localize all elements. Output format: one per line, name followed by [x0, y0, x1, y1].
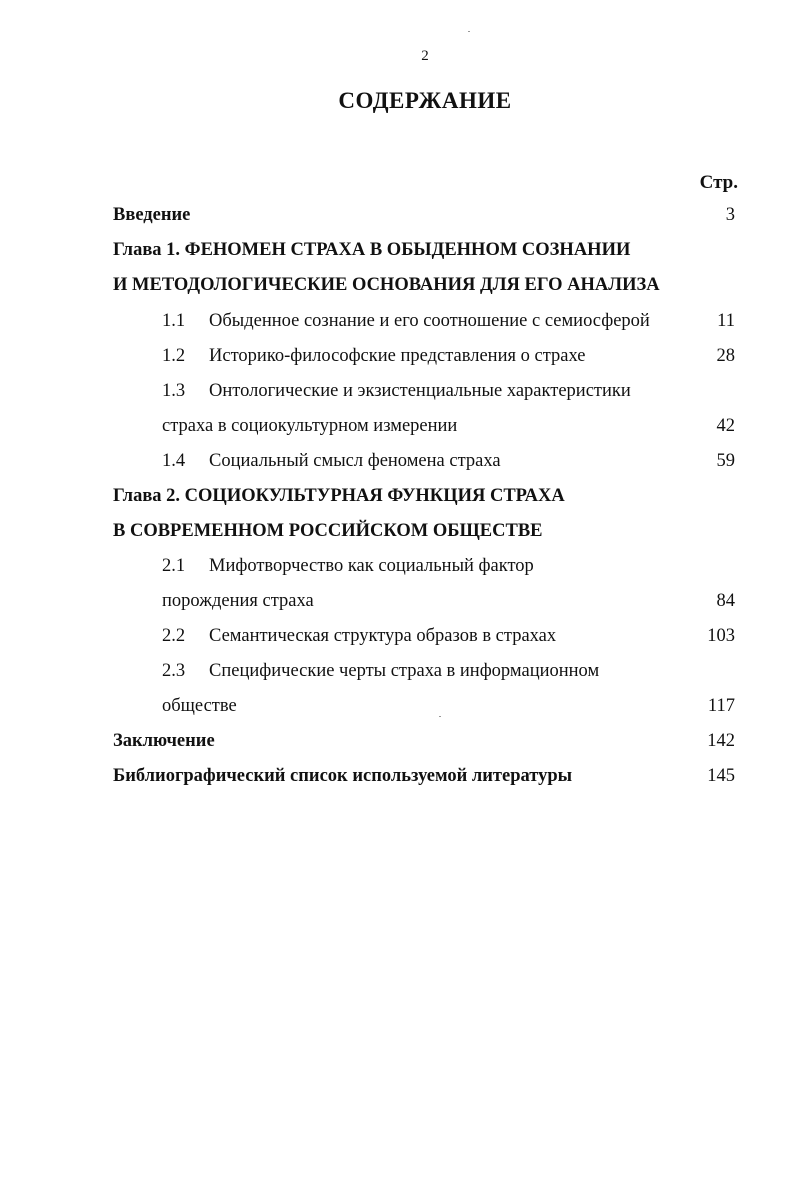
toc-section-1-4-page: 59: [716, 451, 735, 471]
toc-section-2-1-cont[interactable]: порождения страха: [162, 591, 314, 611]
page-column-label: Стр.: [699, 172, 738, 193]
toc-section-1-3-page: 42: [716, 416, 735, 436]
toc-section-2-1[interactable]: Мифотворчество как социальный фактор: [209, 556, 534, 576]
toc-section-1-3[interactable]: Онтологические и экзистенциальные характеристики: [209, 381, 631, 401]
toc-section-number: 2.3: [162, 661, 186, 681]
toc-section-2-1-page: 84: [716, 591, 735, 611]
toc-section-1-1-page: 11: [717, 311, 735, 331]
toc-section-2-3-cont[interactable]: обществе: [162, 696, 237, 716]
toc-section-1-2[interactable]: Историко-философские представления о страхе: [209, 346, 586, 366]
toc-section-1-2-page: 28: [716, 346, 735, 366]
toc-section-2-2[interactable]: Семантическая структура образов в страхах: [209, 626, 557, 646]
toc-section-1-1[interactable]: Обыденное сознание и его соотношение с семиосферой: [209, 311, 650, 331]
toc-section-number: 2.1: [162, 556, 186, 576]
toc-bibliography-page: 145: [707, 766, 735, 786]
toc-section-number: 1.2: [162, 346, 186, 366]
toc-section-number: 1.4: [162, 451, 186, 471]
page-title: СОДЕРЖАНИЕ: [338, 88, 512, 113]
toc-intro[interactable]: Введение: [113, 205, 191, 225]
scan-speck: [439, 716, 441, 717]
toc-conclusion-page: 142: [707, 731, 735, 751]
toc-section-2-2-page: 103: [707, 626, 735, 646]
page-number: 2: [421, 48, 429, 64]
toc-section-2-3[interactable]: Специфические черты страха в информационном: [209, 661, 600, 681]
toc-section-number: 1.3: [162, 381, 186, 401]
toc-section-number: 2.2: [162, 626, 186, 646]
toc-intro-page: 3: [725, 205, 735, 225]
toc-section-1-4[interactable]: Социальный смысл феномена страха: [209, 451, 501, 471]
toc-chapter2-line1[interactable]: Глава 2. СОЦИОКУЛЬТУРНАЯ ФУНКЦИЯ СТРАХА: [113, 486, 565, 506]
toc-bibliography[interactable]: Библиографический список используемой литературы: [113, 766, 573, 786]
toc-conclusion[interactable]: Заключение: [113, 731, 215, 751]
toc-chapter1-line1[interactable]: Глава 1. ФЕНОМЕН СТРАХА В ОБЫДЕННОМ СОЗНАНИИ: [113, 240, 631, 260]
toc-section-number: 1.1: [162, 311, 186, 331]
toc-chapter2-line2[interactable]: В СОВРЕМЕННОМ РОССИЙСКОМ ОБЩЕСТВЕ: [113, 521, 543, 541]
toc-section-1-3-cont[interactable]: страха в социокультурном измерении: [162, 416, 458, 436]
toc-chapter1-line2[interactable]: И МЕТОДОЛОГИЧЕСКИЕ ОСНОВАНИЯ ДЛЯ ЕГО АНАЛИЗА: [113, 275, 660, 295]
toc-section-2-3-page: 117: [707, 696, 735, 716]
scan-speck: [468, 31, 470, 32]
